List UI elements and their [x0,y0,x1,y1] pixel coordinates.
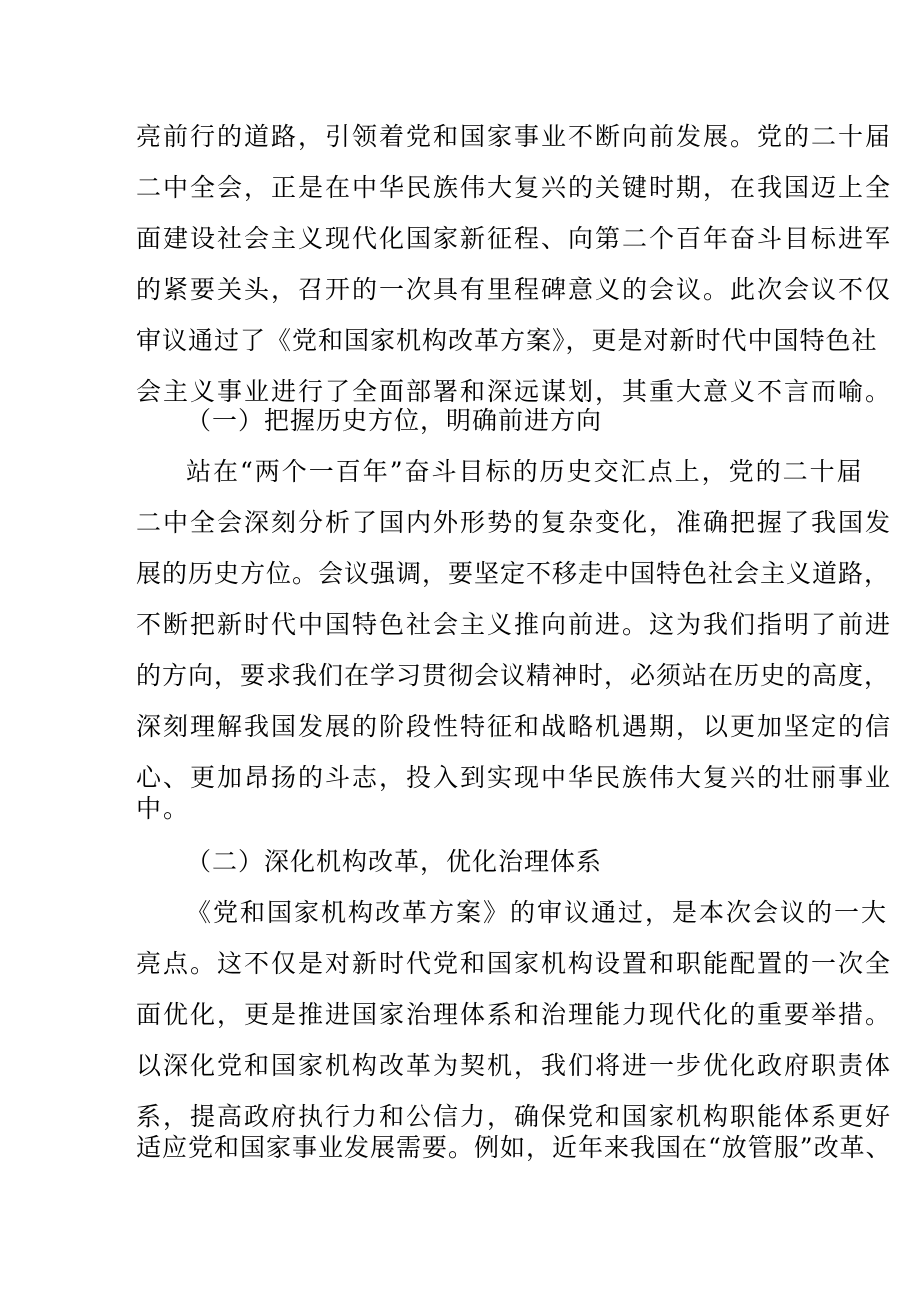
body-text-line: 深刻理解我国发展的阶段性特征和战略机遇期，以更加坚定的信 [136,712,893,741]
body-text-line: 面优化，更是推进国家治理体系和治理能力现代化的重要举措。 [136,1000,893,1029]
body-text-line: 不断把新时代中国特色社会主义推向前进。这为我们指明了前进 [136,610,893,639]
body-text-line: 《党和国家机构改革方案》的审议通过，是本次会议的一大 [186,898,889,927]
body-text-line: 面建设社会主义现代化国家新征程、向第二个百年奋斗目标进军 [136,224,893,253]
body-text-line: 以深化党和国家机构改革为契机，我们将进一步优化政府职责体 [136,1051,893,1080]
body-text-line: 系，提高政府执行力和公信力，确保党和国家机构职能体系更好 [136,1102,893,1131]
body-text-line: 二中全会，正是在中华民族伟大复兴的关键时期，在我国迈上全 [136,173,893,202]
body-text-line: 展的历史方位。会议强调，要坚定不移走中国特色社会主义道路， [136,559,891,588]
body-text-line: 二中全会深刻分析了国内外形势的复杂变化，准确把握了我国发 [136,508,893,537]
body-text-line: 心、更加昂扬的斗志，投入到实现中华民族伟大复兴的壮丽事业 [136,763,893,792]
body-text-line: 站在“两个一百年”奋斗目标的历史交汇点上，党的二十届 [186,457,864,486]
section-heading-2: （二）深化机构改革，优化治理体系 [186,847,603,876]
body-text-line: 中。 [136,794,191,823]
body-text-line: 亮点。这不仅是对新时代党和国家机构设置和职能配置的一次全 [136,949,893,978]
body-text-line: 适应党和国家事业发展需要。例如，近年来我国在“放管服”改革、 [136,1133,892,1162]
body-text-line: 审议通过了《党和国家机构改革方案》，更是对新时代中国特色社 [136,326,878,355]
body-text-line: 的方向，要求我们在学习贯彻会议精神时，必须站在历史的高度， [136,661,891,690]
body-text-line: 会主义事业进行了全面部署和深远谋划，其重大意义不言而喻。 [136,377,893,406]
section-heading-1: （一）把握历史方位，明确前进方向 [186,406,603,435]
body-text-line: 亮前行的道路，引领着党和国家事业不断向前发展。党的二十届 [136,122,893,151]
body-text-line: 的紧要关头，召开的一次具有里程碑意义的会议。此次会议不仅 [136,275,893,304]
